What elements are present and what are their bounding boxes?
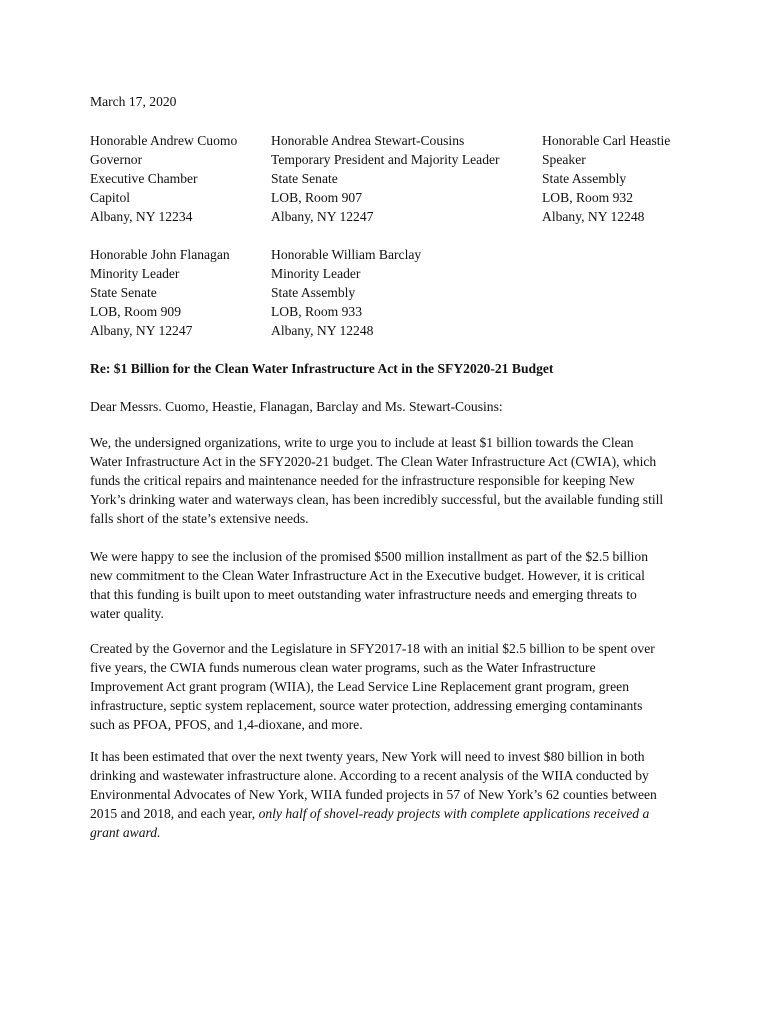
paragraph-line: We, the undersigned organizations, write to urge you to include at least $1 billion towards the Clean (90, 435, 634, 450)
address-line: LOB, Room 907 (271, 190, 363, 205)
paragraph-line: water quality. (90, 606, 164, 621)
recipient-address-barclay (271, 245, 421, 340)
subject-line: Re: $1 Billion for the Clean Water Infrastructure Act in the SFY2020-21 Budget (90, 361, 554, 376)
address-line: LOB, Room 933 (271, 304, 363, 319)
recipient-address-heastie (542, 131, 670, 226)
address-line: Governor (90, 152, 143, 167)
address-line: Albany, NY 12247 (271, 209, 374, 224)
paragraph-line: Environmental Advocates of New York, WIIA funded projects in 57 of New York’s 62 counties between (90, 787, 657, 802)
recipient-address-cuomo (90, 131, 237, 226)
address-line: Albany, NY 12247 (90, 323, 193, 338)
paragraph-text: 2015 and 2018, and each year, (90, 806, 259, 821)
address-line: Honorable John Flanagan (90, 247, 230, 262)
address-line: LOB, Room 909 (90, 304, 182, 319)
paragraph-line: Created by the Governor and the Legislature in SFY2017-18 with an initial $2.5 billion to be spent over (90, 641, 655, 656)
address-line: Minority Leader (271, 266, 361, 281)
address-line: State Senate (271, 171, 338, 186)
address-line: Honorable Andrew Cuomo (90, 133, 238, 148)
paragraph-line (90, 804, 690, 823)
emphasized-text: grant award. (90, 825, 161, 840)
body-paragraph (90, 639, 690, 734)
paragraph-line: that this funding is built upon to meet outstanding water infrastructure needs and emerging threats to (90, 587, 637, 602)
paragraph-line: It has been estimated that over the next twenty years, New York will need to invest $80 billion in both (90, 749, 645, 764)
address-line: State Senate (90, 285, 157, 300)
paragraph-line: Improvement Act grant program (WIIA), the Lead Service Line Replacement grant program, green (90, 679, 629, 694)
paragraph-line: We were happy to see the inclusion of the promised $500 million installment as part of the $2.5 billion (90, 549, 649, 564)
paragraph-line: Water Infrastructure Act in the SFY2020-21 budget. The Clean Water Infrastructure Act (CWIA), which (90, 454, 657, 469)
address-line: Temporary President and Majority Leader (271, 152, 500, 167)
address-line: Albany, NY 12248 (271, 323, 374, 338)
paragraph-line: infrastructure, septic system replacement, source water protection, addressing emerging contaminants (90, 698, 643, 713)
recipient-address-stewart-cousins (271, 131, 500, 226)
address-line: Honorable Andrea Stewart-Cousins (271, 133, 465, 148)
address-line: Albany, NY 12248 (542, 209, 645, 224)
body-paragraph (90, 547, 690, 623)
address-line: Capitol (90, 190, 131, 205)
address-line: Executive Chamber (90, 171, 198, 186)
recipient-address-flanagan (90, 245, 230, 340)
address-line: Minority Leader (90, 266, 180, 281)
body-paragraph (90, 747, 690, 842)
emphasized-text: only half of shovel-ready projects with complete applications received a (258, 806, 650, 821)
paragraph-line: five years, the CWIA funds numerous clean water programs, such as the Water Infrastructure (90, 660, 596, 675)
salutation: Dear Messrs. Cuomo, Heastie, Flanagan, Barclay and Ms. Stewart-Cousins: (90, 399, 503, 414)
body-paragraph (90, 433, 690, 528)
address-line: State Assembly (271, 285, 356, 300)
address-line: Honorable Carl Heastie (542, 133, 671, 148)
paragraph-line: York’s drinking water and waterways clean, has been incredibly successful, but the available funding still (90, 492, 664, 507)
address-line: Albany, NY 12234 (90, 209, 193, 224)
address-line: Speaker (542, 152, 586, 167)
paragraph-line: falls short of the state’s extensive needs. (90, 511, 309, 526)
paragraph-line: new commitment to the Clean Water Infrastructure Act in the Executive budget. However, it is critical (90, 568, 645, 583)
address-line: State Assembly (542, 171, 627, 186)
paragraph-line: funds the critical repairs and maintenance needed for the infrastructure responsible for keeping New (90, 473, 635, 488)
paragraph-line: such as PFOA, PFOS, and 1,4-dioxane, and more. (90, 717, 363, 732)
paragraph-line: drinking and wastewater infrastructure alone. According to a recent analysis of the WIIA conducted by (90, 768, 649, 783)
address-line: LOB, Room 932 (542, 190, 634, 205)
address-line: Honorable William Barclay (271, 247, 422, 262)
letter-date: March 17, 2020 (90, 94, 177, 109)
